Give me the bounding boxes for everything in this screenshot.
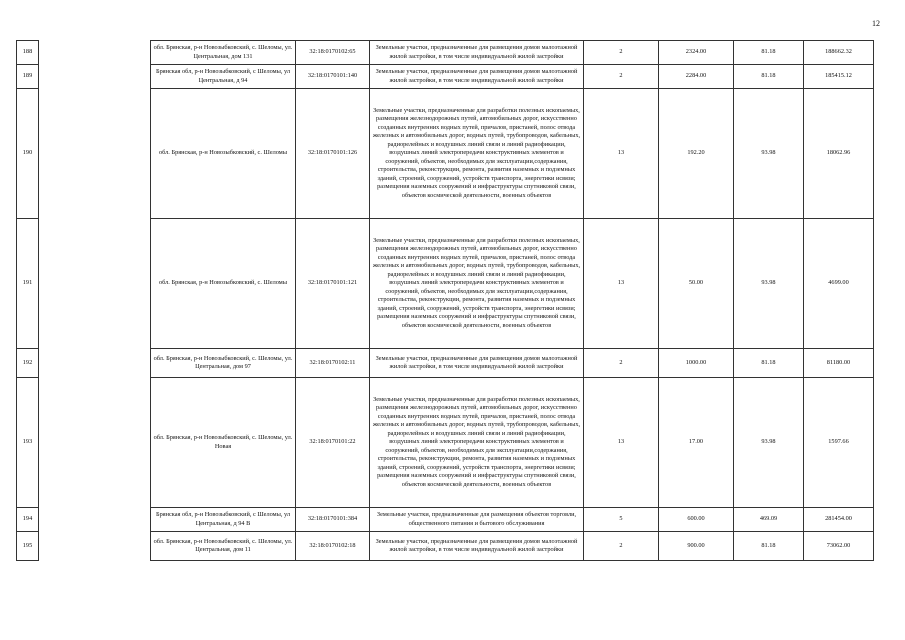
- cadastral-value-cell: 188662.32: [804, 41, 874, 65]
- cadastral-number-cell: 32:18:0170102:18: [296, 532, 370, 561]
- rate-cell: 81.18: [734, 65, 804, 89]
- land-use-cell: Земельные участки, предназначенные для разработки полезных ископаемых, размещения железнодорожных путей, автомобильных дорог, искусственно созданных внутренних водных путей, причалов, пристаней, полос отвода железных и автомобильных дорог, водных путей, трубопроводов, кабельных, радиорелейных и воздушных линий связи и линий радиофикации, воздушных линий электропередачи конструктивных элементов и сооружений, объектов, необходимых для эксплуатации,содержания, строительства, реконструкции, ремонта, развития наземных и подземных зданий, строений, сооружений, устройств транспорта, энергетики исвязи; размещения наземных сооружений и инфраструктуры спутниковой связи, объектов космической деятельности, военных объектов: [370, 89, 584, 219]
- area-cell: 1000.00: [659, 349, 734, 378]
- table-row: [17, 219, 874, 349]
- cadastral-value-cell: 18062.96: [804, 89, 874, 219]
- area-cell: 17.00: [659, 378, 734, 508]
- cadastral-value-cell: 1597.66: [804, 378, 874, 508]
- land-use-cell: Земельные участки, предназначенные для разработки полезных ископаемых, размещения железнодорожных путей, автомобильных дорог, искусственно созданных внутренних водных путей, причалов, пристаней, полос отвода железных и автомобильных дорог, водных путей, трубопроводов, кабельных, радиорелейных и воздушных линий связи и линий радиофикации, воздушных линий электропередачи конструктивных элементов и сооружений, объектов, необходимых для эксплуатации,содержания, строительства, реконструкции, ремонта, развития наземных и подземных зданий, строений, сооружений, устройств транспорта, энергетики исвязи; размещения наземных сооружений и инфраструктуры спутниковой связи, объектов космической деятельности, военных объектов: [370, 378, 584, 508]
- rate-cell: 81.18: [734, 349, 804, 378]
- area-cell: 900.00: [659, 532, 734, 561]
- row-number: 188: [17, 41, 39, 65]
- cadastral-value-cell: 281454.00: [804, 508, 874, 532]
- address-cell: обл. Брянская, р-н Новозыбковский, с. Шеломы, ул. Центральная, дом 131: [151, 41, 296, 65]
- group-cell: 2: [584, 349, 659, 378]
- cadastral-value-cell: 4699.00: [804, 219, 874, 349]
- cadastral-number-cell: 32:18:0170101:121: [296, 219, 370, 349]
- area-cell: 2324.00: [659, 41, 734, 65]
- address-cell: Брянская обл, р-н Новозыбковский, с Шеломы, ул Центральная, д 94 В: [151, 508, 296, 532]
- address-cell: обл. Брянская, р-н Новозыбковский, с. Шеломы, ул. Новая: [151, 378, 296, 508]
- rate-cell: 93.98: [734, 89, 804, 219]
- land-register-table: [16, 40, 874, 561]
- land-use-cell: Земельные участки, предназначенные для размещения домов малоэтажной жилой застройки, в том числе индивидуальной жилой застройки: [370, 532, 584, 561]
- row-number: 190: [17, 89, 39, 219]
- row-number: 195: [17, 532, 39, 561]
- table-row: [17, 508, 874, 532]
- cadastral-value-cell: 185415.12: [804, 65, 874, 89]
- table-row: [17, 378, 874, 508]
- group-cell: 13: [584, 378, 659, 508]
- cadastral-value-cell: 73062.00: [804, 532, 874, 561]
- table-row: [17, 349, 874, 378]
- table-row: [17, 89, 874, 219]
- cadastral-number-cell: 32:18:0170101:140: [296, 65, 370, 89]
- address-cell: обл. Брянская, р-н Новозыбковский, с. Шеломы, ул. Центральная, дом 11: [151, 532, 296, 561]
- land-use-cell: Земельные участки, предназначенные для размещения домов малоэтажной жилой застройки, в том числе индивидуальной жилой застройки: [370, 41, 584, 65]
- rate-cell: 93.98: [734, 378, 804, 508]
- row-number: 189: [17, 65, 39, 89]
- land-use-cell: Земельные участки, предназначенные для разработки полезных ископаемых, размещения железнодорожных путей, автомобильных дорог, искусственно созданных внутренних водных путей, причалов, пристаней, полос отвода железных и автомобильных дорог, водных путей, трубопроводов, кабельных, радиорелейных и воздушных линий связи и линий радиофикации, воздушных линий электропередачи конструктивных элементов и сооружений, объектов, необходимых для эксплуатации,содержания, строительства, реконструкции, ремонта, развития наземных и подземных зданий, строений, сооружений, устройств транспорта, энергетики исвязи; размещения наземных сооружений и инфраструктуры спутниковой связи, объектов космической деятельности, военных объектов: [370, 219, 584, 349]
- table-row: [17, 532, 874, 561]
- row-number: 191: [17, 219, 39, 349]
- rate-cell: 81.18: [734, 41, 804, 65]
- rate-cell: 93.98: [734, 219, 804, 349]
- address-cell: обл. Брянская, р-н Новозыбковский, с. Шеломы, ул. Центральная, дом 97: [151, 349, 296, 378]
- page-number: 12: [872, 19, 880, 28]
- area-cell: 600.00: [659, 508, 734, 532]
- group-cell: 2: [584, 65, 659, 89]
- land-use-cell: Земельные участки, предназначенные для размещения домов малоэтажной жилой застройки, в том числе индивидуальной жилой застройки: [370, 349, 584, 378]
- group-cell: 2: [584, 41, 659, 65]
- cadastral-number-cell: 32:18:0170101:384: [296, 508, 370, 532]
- rate-cell: 81.18: [734, 532, 804, 561]
- group-cell: 13: [584, 89, 659, 219]
- cadastral-number-cell: 32:18:0170101:22: [296, 378, 370, 508]
- table-row: [17, 65, 874, 89]
- row-number: 194: [17, 508, 39, 532]
- address-cell: Брянская обл, р-н Новозыбковский, с Шеломы, ул Центральная, д 94: [151, 65, 296, 89]
- cadastral-number-cell: 32:18:0170102:11: [296, 349, 370, 378]
- area-cell: 192.20: [659, 89, 734, 219]
- area-cell: 50.00: [659, 219, 734, 349]
- rate-cell: 469.09: [734, 508, 804, 532]
- row-number: 193: [17, 378, 39, 508]
- cadastral-number-cell: 32:18:0170101:126: [296, 89, 370, 219]
- area-cell: 2284.00: [659, 65, 734, 89]
- table-row: [17, 41, 874, 65]
- cadastral-number-cell: 32:18:0170102:65: [296, 41, 370, 65]
- group-cell: 5: [584, 508, 659, 532]
- cadastral-value-cell: 81180.00: [804, 349, 874, 378]
- land-use-cell: Земельные участки, предназначенные для размещения домов малоэтажной жилой застройки, в том числе индивидуальной жилой застройки: [370, 65, 584, 89]
- group-cell: 13: [584, 219, 659, 349]
- address-cell: обл. Брянская, р-н Новозыбковский, с. Шеломы: [151, 89, 296, 219]
- address-cell: обл. Брянская, р-н Новозыбковский, с. Шеломы: [151, 219, 296, 349]
- row-number: 192: [17, 349, 39, 378]
- group-cell: 2: [584, 532, 659, 561]
- land-use-cell: Земельные участки, предназначенные для размещения объектов торговли, общественного питания и бытового обслуживания: [370, 508, 584, 532]
